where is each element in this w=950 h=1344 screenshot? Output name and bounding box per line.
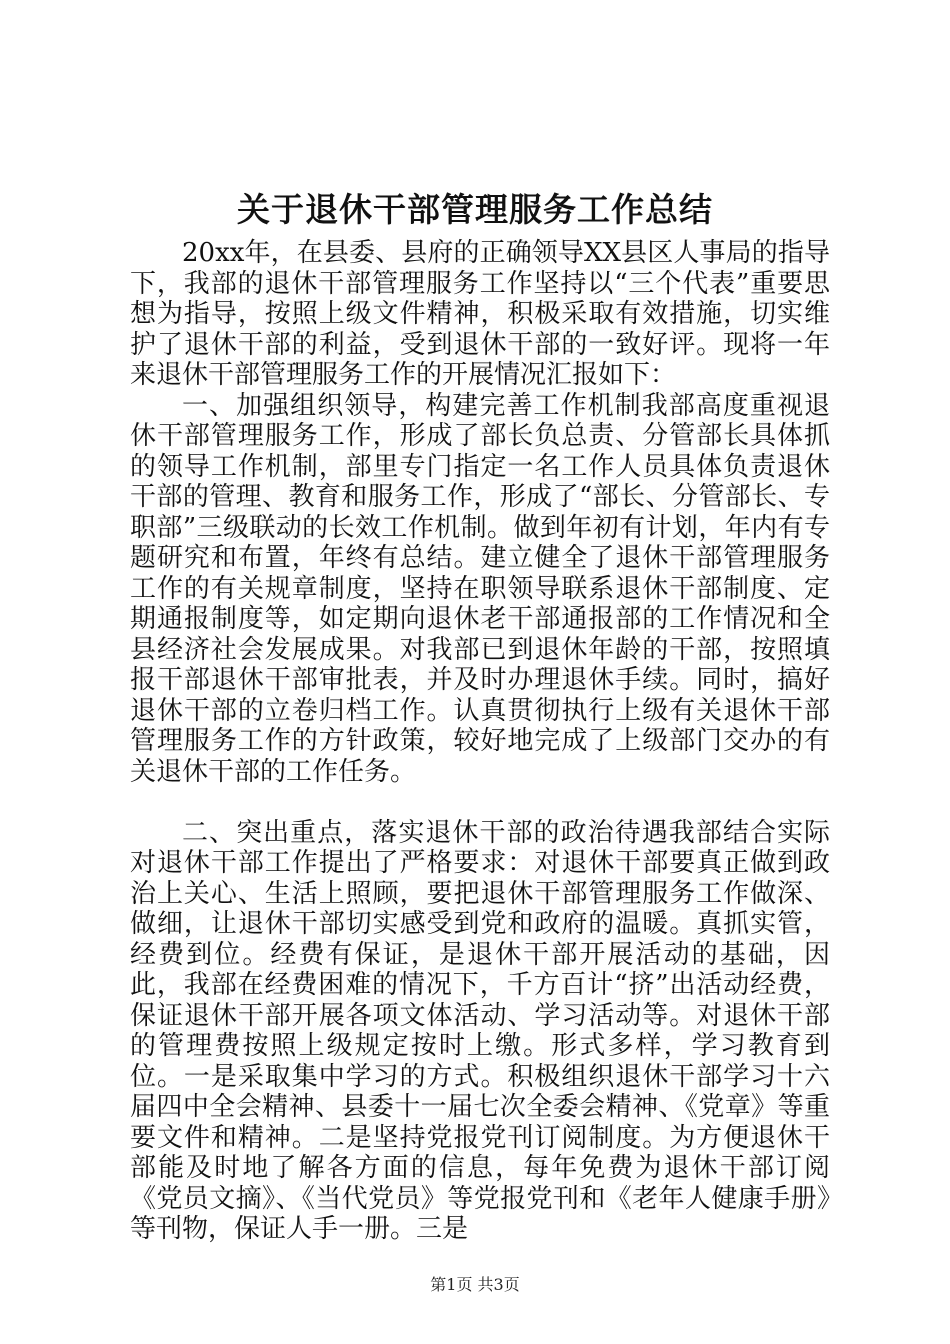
section-two-paragraph: 二、突出重点，落实退休干部的政治待遇我部结合实际对退休干部工作提出了严格要求：对退休干部要真正做到政治上关心、生活上照顾，要把退休干部管理服务工作做深、做细，让退休干部切实感受到党和政府的温暖。真抓实管，经费到位。经费有保证，是退休干部开展活动的基础，因此，我部在经费困难的情况下，千方百计“挤”出活动经费，保证退休干部开展各项文体活动、学习活动等。对退休干部的管理费按照上级规定按时上缴。形式多样，学习教育到位。一是采取集中学习的方式。积极组织退休干部学习十六届四中全会精神、县委十一届七次全委会精神、《党章》等重要文件和精神。二是坚持党报党刊订阅制度。为方便退休干部能及时地了解各方面的信息，每年免费为退休干部订阅《党员文摘》、《当代党员》等党报党刊和《老年人健康手册》等刊物，保证人手一册。三是	[130, 817, 830, 1244]
page-footer: 第1页 共3页	[430, 1275, 520, 1294]
section-one-paragraph: 一、加强组织领导，构建完善工作机制我部高度重视退休干部管理服务工作，形成了部长负总责、分管部长具体抓的领导工作机制，部里专门指定一名工作人员具体负责退休干部的管理、教育和服务工作，形成了“部长、分管部长、专职部”三级联动的长效工作机制。做到年初有计划，年内有专题研究和布置，年终有总结。建立健全了退休干部管理服务工作的有关规章制度，坚持在职领导联系退休干部制度、定期通报制度等，如定期向退休老干部通报部的工作情况和全县经济社会发展成果。对我部已到退休年龄的干部，按照填报干部退休干部审批表，并及时办理退休手续。同时，搞好退休干部的立卷归档工作。认真贯彻执行上级有关退休干部管理服务工作的方针政策，较好地完成了上级部门交办的有关退休干部的工作任务。	[130, 390, 830, 787]
paragraph-gap	[130, 787, 830, 818]
page-title: 关于退休干部管理服务工作总结	[237, 190, 713, 229]
document-body	[130, 238, 830, 1245]
intro-paragraph: 20xx年，在县委、县府的正确领导XX县区人事局的指导下，我部的退休干部管理服务工作坚持以“三个代表”重要思想为指导，按照上级文件精神，积极采取有效措施，切实维护了退休干部的利益，受到退休干部的一致好评。现将一年来退休干部管理服务工作的开展情况汇报如下：	[130, 238, 830, 390]
